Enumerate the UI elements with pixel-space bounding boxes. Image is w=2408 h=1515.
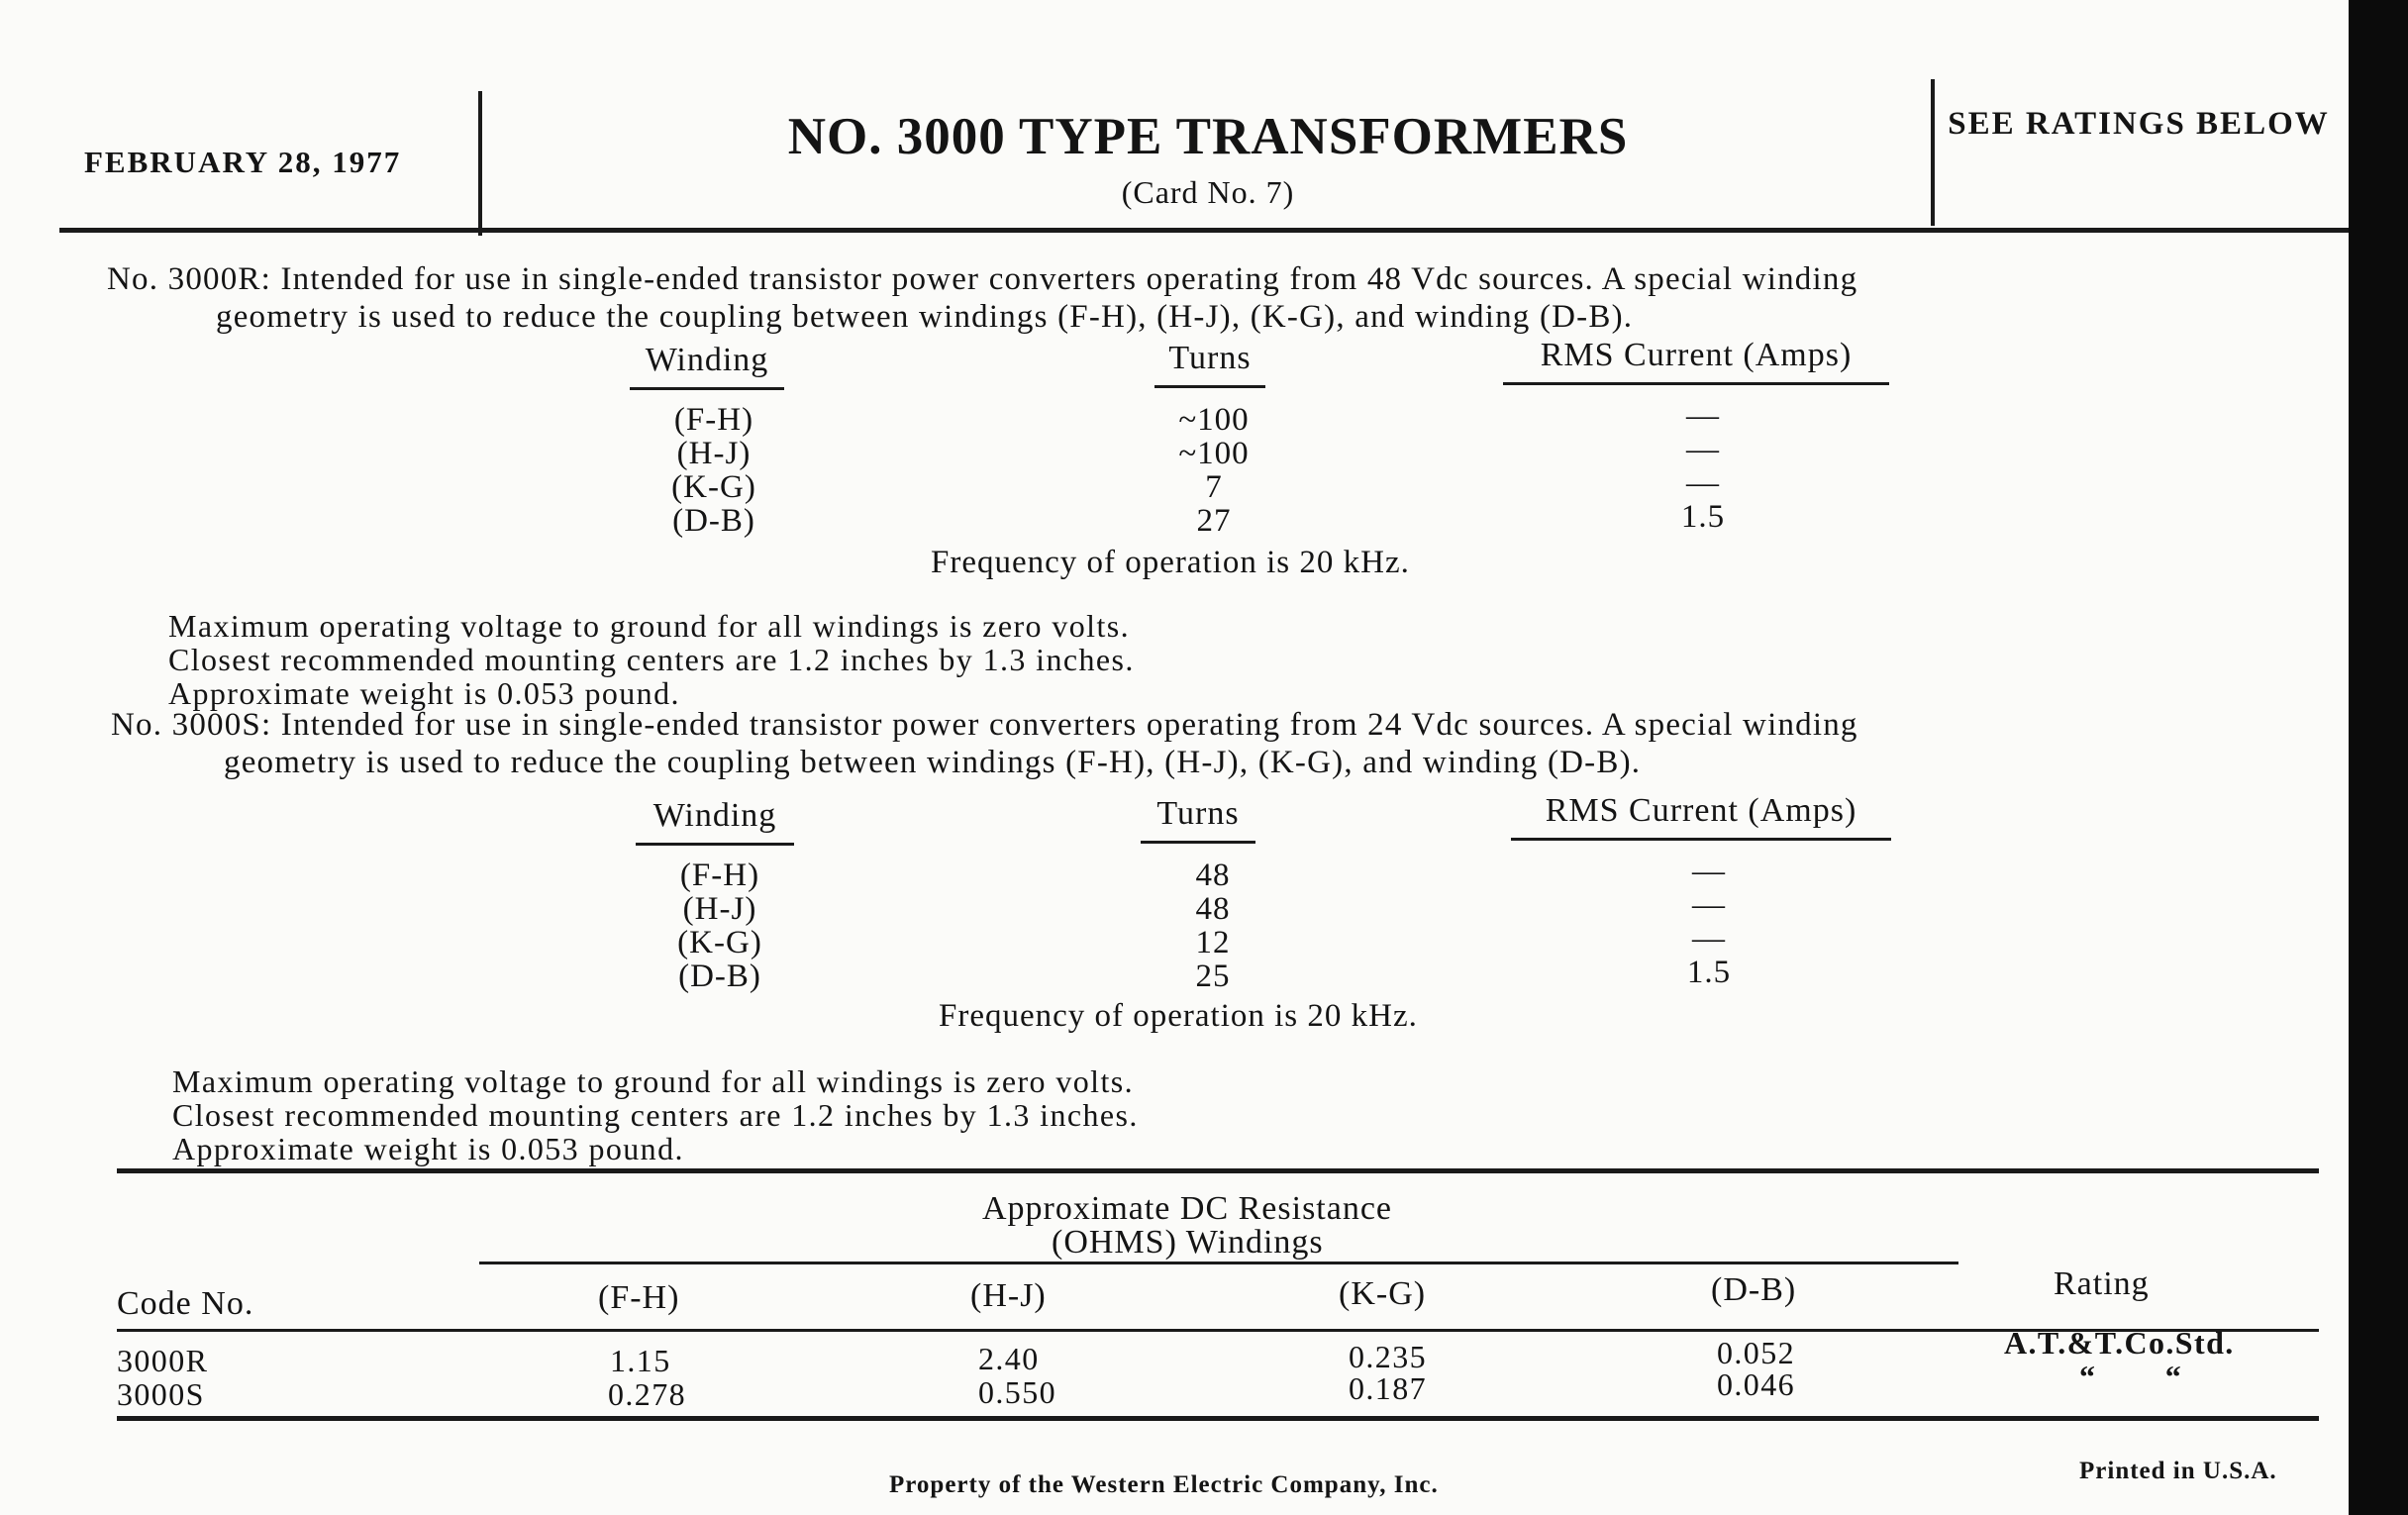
turns-value: 25 (1195, 959, 1231, 994)
table-bottom-rule (117, 1416, 2319, 1421)
rating-header: Rating (2054, 1265, 2150, 1302)
current-value: 1.5 (1680, 499, 1726, 535)
turns-value: 27 (1196, 503, 1232, 539)
current-value: — (1692, 887, 1726, 923)
current-value: — (1686, 398, 1720, 434)
table-cell: 1.15 (610, 1343, 671, 1378)
winding-col-header (630, 342, 784, 390)
table-row: (F-H) (673, 402, 754, 438)
turns-column-3000s (1149, 858, 1277, 992)
table-row: (H-J) (682, 891, 757, 927)
winding-col-header (636, 797, 794, 846)
fh-header: (F-H) (598, 1279, 680, 1316)
table-cell: 0.550 (978, 1374, 1056, 1410)
turns-value: 48 (1195, 891, 1231, 927)
frequency-note: Frequency of operation is 20 kHz. (939, 998, 1418, 1034)
db-header: (D-B) (1711, 1271, 1797, 1308)
section-3000r-intro-line1: No. 3000R: Intended for use in single-ended transistor power converters operating from 48 Vdc sources. A special winding (107, 261, 1858, 297)
turns-value: 7 (1205, 469, 1223, 505)
turns-col-header (1154, 340, 1265, 388)
turns-value: ~100 (1178, 402, 1250, 438)
voltage-note: Maximum operating voltage to ground for all windings is zero volts. (172, 1063, 1134, 1099)
current-value: — (1686, 465, 1720, 501)
table-header-rule (117, 1329, 2319, 1332)
table-cell: 0.046 (1717, 1366, 1795, 1402)
current-value: 1.5 (1686, 955, 1732, 990)
rating-ditto: “ “ (2079, 1359, 2183, 1394)
weight-note: Approximate weight is 0.053 pound. (168, 675, 680, 711)
turns-value: 12 (1195, 925, 1231, 960)
table-cell: 0.278 (608, 1376, 686, 1412)
turns-value: 48 (1195, 858, 1231, 893)
hj-header: (H-J) (970, 1277, 1047, 1314)
current-value: — (1692, 854, 1726, 889)
resistance-group-title: Approximate DC Resistance (982, 1190, 1393, 1227)
table-cell: 0.235 (1349, 1339, 1427, 1374)
resistance-group-subtitle: (OHMS) Windings (1052, 1224, 1324, 1261)
header-divider-right (1931, 79, 1935, 226)
section-3000s-intro-line2: geometry is used to reduce the coupling between windings (F-H), (H-J), (K-G), and winding (D-B). (224, 745, 1642, 780)
card-number: (Card No. 7) (1121, 174, 1295, 210)
table-row: (D-B) (672, 503, 755, 539)
current-value: — (1686, 432, 1720, 467)
table-cell: 0.052 (1717, 1335, 1795, 1370)
section-3000r-intro-line2: geometry is used to reduce the coupling between windings (F-H), (H-J), (K-G), and winding (D-B). (216, 299, 1634, 335)
page-title: NO. 3000 TYPE TRANSFORMERS (787, 108, 1629, 165)
rating-value: A.T.&T.Co.Std. (2004, 1325, 2235, 1361)
table-top-rule (117, 1168, 2319, 1173)
property-notice: Property of the Western Electric Company, Inc. (889, 1471, 1439, 1498)
header-rule (59, 228, 2349, 233)
current-col-header (1503, 337, 1889, 385)
ratings-note: SEE RATINGS BELOW (1948, 106, 2330, 142)
weight-note: Approximate weight is 0.053 pound. (172, 1131, 684, 1166)
table-cell: 0.187 (1349, 1370, 1427, 1406)
turns-column-3000r (1145, 402, 1283, 537)
frequency-note: Frequency of operation is 20 kHz. (931, 545, 1410, 580)
table-row: (H-J) (676, 436, 752, 471)
turns-header: Turns (1154, 340, 1265, 388)
table-row: (F-H) (679, 858, 760, 893)
table-row: (K-G) (677, 925, 762, 960)
mounting-note: Closest recommended mounting centers are 1.2 inches by 1.3 inches. (172, 1097, 1139, 1133)
current-header: RMS Current (Amps) (1511, 792, 1891, 841)
table-row: 3000S (117, 1376, 205, 1412)
date-label: FEBRUARY 28, 1977 (84, 145, 402, 179)
voltage-note: Maximum operating voltage to ground for all windings is zero volts. (168, 608, 1130, 644)
kg-header: (K-G) (1339, 1275, 1427, 1312)
table-cell: 2.40 (978, 1341, 1040, 1376)
code-header: Code No. (117, 1285, 254, 1322)
mounting-note: Closest recommended mounting centers are 1.2 inches by 1.3 inches. (168, 642, 1135, 677)
windings-table-3000s (636, 858, 804, 992)
section-3000s-intro-line1: No. 3000S: Intended for use in single-ended transistor power converters operating from 24 Vdc sources. A special winding (111, 707, 1858, 743)
winding-header: Winding (630, 342, 784, 390)
turns-col-header (1141, 795, 1255, 844)
printed-notice: Printed in U.S.A. (2079, 1458, 2277, 1484)
current-column-3000s (1650, 854, 1768, 988)
current-col-header (1511, 792, 1891, 841)
table-row: (K-G) (671, 469, 756, 505)
current-header: RMS Current (Amps) (1503, 337, 1889, 385)
group-header-rule (479, 1262, 1958, 1264)
windings-table-3000r (630, 402, 798, 537)
table-row: 3000R (117, 1343, 209, 1378)
header-divider-left (478, 91, 482, 236)
current-value: — (1692, 921, 1726, 957)
winding-header: Winding (636, 797, 794, 846)
turns-header: Turns (1141, 795, 1255, 844)
turns-value: ~100 (1178, 436, 1250, 471)
table-row: (D-B) (678, 959, 761, 994)
current-column-3000r (1644, 398, 1762, 533)
